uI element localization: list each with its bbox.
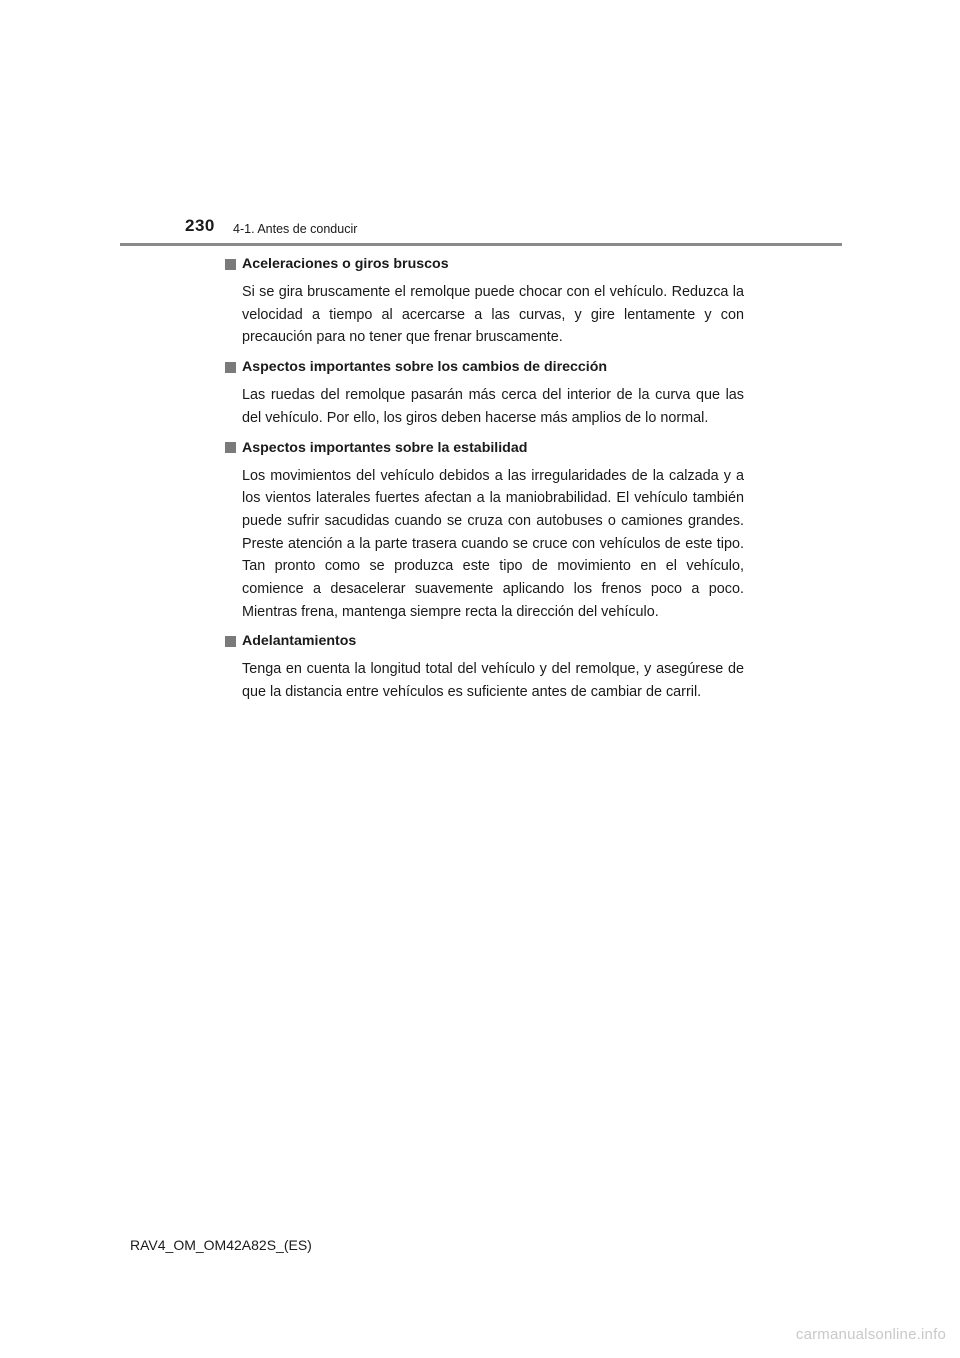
square-bullet-icon (225, 362, 236, 373)
item-1 (222, 356, 744, 429)
item-3 (222, 630, 744, 703)
item-heading-text: Aspectos importantes sobre la estabilidad (242, 439, 528, 456)
content (222, 253, 744, 711)
square-bullet-icon (225, 636, 236, 647)
section-title: 4-1. Antes de conducir (233, 222, 358, 236)
item-body: Los movimientos del vehículo debidos a las irregularidades de la calzada y a los vientos laterales fuertes afectan a la maniobrabilidad. El vehículo también puede sufrir sacudidas cuando se cruza con autobuses o camiones grandes. Preste atención a la parte trasera cuando se cruce con vehículos de este tipo. Tan pronto como se produzca este tipo de movimiento en el vehículo, comience a desacelerar suavemente aplicando los frenos poco a poco. Mientras frena, mantenga siempre recta la dirección del vehículo. (242, 467, 744, 620)
item-heading (222, 253, 744, 275)
item-body: Si se gira bruscamente el remolque puede chocar con el vehículo. Reduzca la velocidad a tiempo al acercarse a las curvas, y gire lentamente y con precaución para no tener que frenar bruscamente. (242, 284, 744, 346)
square-bullet-icon (225, 259, 236, 270)
item-0 (222, 253, 744, 349)
page-number: 230 (185, 216, 215, 235)
item-heading (222, 630, 744, 652)
item-body: Tenga en cuenta la longitud total del vehículo y del remolque, y asegúrese de que la distancia entre vehículos es suficiente antes de cambiar de carril. (242, 661, 744, 701)
header-rule (120, 243, 842, 246)
item-body: Las ruedas del remolque pasarán más cerca del interior de la curva que las del vehículo. Por ello, los giros deben hacerse más amplios de lo normal. (242, 387, 744, 426)
watermark: carmanualsonline.info (795, 1326, 946, 1343)
item-heading-text: Adelantamientos (242, 633, 357, 650)
item-heading-text: Aceleraciones o giros bruscos (242, 256, 449, 272)
footer-document-code: RAV4_OM_OM42A82S_(ES) (130, 1237, 312, 1253)
item-heading-text: Aspectos importantes sobre los cambios de dirección (242, 359, 608, 376)
item-2 (222, 437, 744, 624)
item-heading (222, 356, 744, 378)
square-bullet-icon (225, 442, 236, 453)
item-heading (222, 437, 744, 459)
